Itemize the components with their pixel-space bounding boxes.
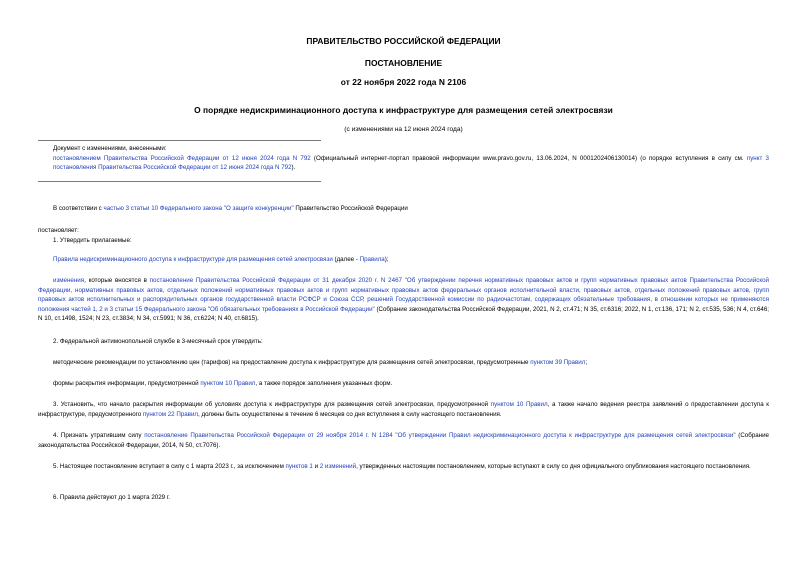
clause-3-point-22-link[interactable]: пунктом 22 Правил bbox=[142, 410, 199, 418]
resolution-2467-link[interactable]: постановление Правительства Российской Федерации от 31 декабря 2020 г. N 2467 "Об утверждении перечня нормативных правовых актов и групп нормативных правовых актов Правительства Российской Федерации, нормативных правовых актов, отдельных положений нормативных правовых актов и групп нормативных правовых актов федеральных органов исполнительной власти, правовых актов, отдельных положений правовых актов, групп правовых актов исполнительных и распорядительных органов государственной власти РСФСР и Союза ССР, решений Государственной комиссии по радиочастотам, содержащих обязательные требования, в отношении которых не применяются положения частей 1, 2 и 3 статьи 15 Федерального закона "Об обязательных требованиях в Российской Федерации" bbox=[38, 277, 769, 313]
amendment-body bbox=[53, 154, 769, 173]
rules-link[interactable]: Правила недискриминационного доступа к инфраструктуре для размещения сетей электросвязи bbox=[53, 256, 333, 263]
preamble bbox=[38, 204, 769, 214]
points-1-link[interactable]: пунктов 1 bbox=[285, 463, 313, 470]
clause-4 bbox=[38, 431, 769, 450]
competition-law-link[interactable]: частью 3 статьи 10 Федерального закона "О защите конкуренции" bbox=[103, 205, 294, 212]
changes-2-link[interactable]: 2 изменений bbox=[319, 463, 357, 470]
amendment-point-link[interactable]: пункт 3 постановления Правительства Российской Федерации от 12 июня 2024 года N 792 bbox=[53, 154, 769, 171]
clause-1-lead: 1. Утвердить прилагаемые: bbox=[53, 237, 132, 244]
rules-text-end: ); bbox=[384, 256, 389, 263]
clause-5-text-end: , утвержденных настоящим постановлением, которые вступают в силу со дня официального опубликования настоящего постановления. bbox=[356, 463, 751, 470]
methods-text: методические рекомендации по установлению цен (тарифов) на предоставление доступа к инфраструктуре для размещения сетей электросвязи, предусмотренные bbox=[53, 359, 531, 366]
clause-3-text-end: , должны быть осуществлены в течение 6 месяцев со дня вступления в силу настоящего постановления. bbox=[198, 410, 502, 418]
government-heading: ПРАВИТЕЛЬСТВО РОССИЙСКОЙ ФЕДЕРАЦИИ bbox=[306, 36, 501, 46]
changes-link[interactable]: изменения bbox=[53, 277, 85, 284]
clause-4-text: 4. Признать утратившим силу bbox=[53, 432, 145, 439]
forms-text: формы раскрытия информации, предусмотренной bbox=[53, 380, 201, 387]
document-title: О порядке недискриминационного доступа к инфраструктуре для размещения сетей электросвязи bbox=[194, 105, 613, 115]
document-type: ПОСТАНОВЛЕНИЕ bbox=[364, 58, 443, 68]
changes-text: , которые вносятся в bbox=[84, 277, 150, 284]
clause-3-text: 3. Установить, что начало раскрытия информации об условиях доступа к инфраструктуре для размещения сетей электросвязи, предусмотренной bbox=[53, 401, 491, 408]
note-top-divider bbox=[38, 140, 321, 141]
clause-3 bbox=[38, 400, 769, 419]
forms-text-end: , а также порядок заполнения указанных форм. bbox=[255, 380, 393, 387]
clause-6: 6. Правила действуют до 1 марта 2029 г. bbox=[53, 494, 171, 501]
changes-source: (Собрание законодательства Российской Федерации, 2021, N 2, ст.471; N 35, ст.6316; 2022, N 1, ст.136, 171; N 2, ст.535, 536; N 4, ст.646; N 10, ст.1498, 1524; N 23, ст.3834; N 34, ст.5991; N 36, ст.6224; N 40, ст.6815). bbox=[38, 305, 769, 322]
rules-text: (далее - bbox=[332, 256, 360, 263]
clause-2-forms bbox=[38, 379, 769, 389]
amended-note: (с изменениями на 12 июня 2024 года) bbox=[344, 126, 463, 133]
amendment-intro: Документ с изменениями, внесенными: bbox=[53, 145, 167, 152]
methods-text-end: ; bbox=[585, 359, 588, 366]
clause-3-point-10-link[interactable]: пунктом 10 Правил bbox=[490, 401, 548, 408]
point-10-link[interactable]: пунктом 10 Правил bbox=[200, 380, 256, 387]
clause-1-changes bbox=[38, 276, 769, 324]
rules-short-link[interactable]: Правила bbox=[359, 256, 385, 263]
clause-1-rules bbox=[38, 255, 769, 265]
clause-5-text: 5. Настоящее постановление вступает в силу с 1 марта 2023 г., за исключением bbox=[53, 463, 286, 470]
preamble-text-end: Правительство Российской Федерации bbox=[293, 205, 408, 212]
amendment-link[interactable]: постановлением Правительства Российской Федерации от 12 июня 2024 года N 792 bbox=[53, 154, 311, 162]
amendment-text-end: ). bbox=[291, 164, 296, 171]
point-39-link[interactable]: пунктом 39 Правил bbox=[530, 359, 586, 366]
clause-2-lead: 2. Федеральной антимонопольной службе в 3-месячный срок утвердить: bbox=[53, 338, 263, 345]
clause-5-and: и bbox=[312, 463, 320, 470]
clause-5 bbox=[38, 462, 769, 472]
clause-3-text-mid: , а также начало ведения реестра заявлений о предоставлении доступа к инфраструктуре, предусмотренного bbox=[38, 401, 769, 418]
note-bottom-divider bbox=[38, 181, 321, 182]
resolves-label: постановляет: bbox=[38, 227, 79, 234]
clause-4-source: (Собрание законодательства Российской Федерации, 2014, N 50, ст.7076). bbox=[38, 432, 769, 449]
amendment-text: (Официальный интернет-портал правовой информации www.pravo.gov.ru, 13.06.2024, N 0001202406130014) (о порядке вступления в силу см. bbox=[310, 154, 747, 162]
clause-2-methods bbox=[38, 358, 769, 368]
amendment-note bbox=[53, 144, 769, 173]
document-date: от 22 ноября 2022 года N 2106 bbox=[340, 77, 467, 87]
resolution-1284-link[interactable]: постановление Правительства Российской Федерации от 29 ноября 2014 г. N 1284 "Об утверждении Правил недискриминационного доступа к инфраструктуре для размещения сетей электросвязи" bbox=[144, 432, 736, 439]
preamble-text: В соответствии с bbox=[53, 205, 104, 212]
